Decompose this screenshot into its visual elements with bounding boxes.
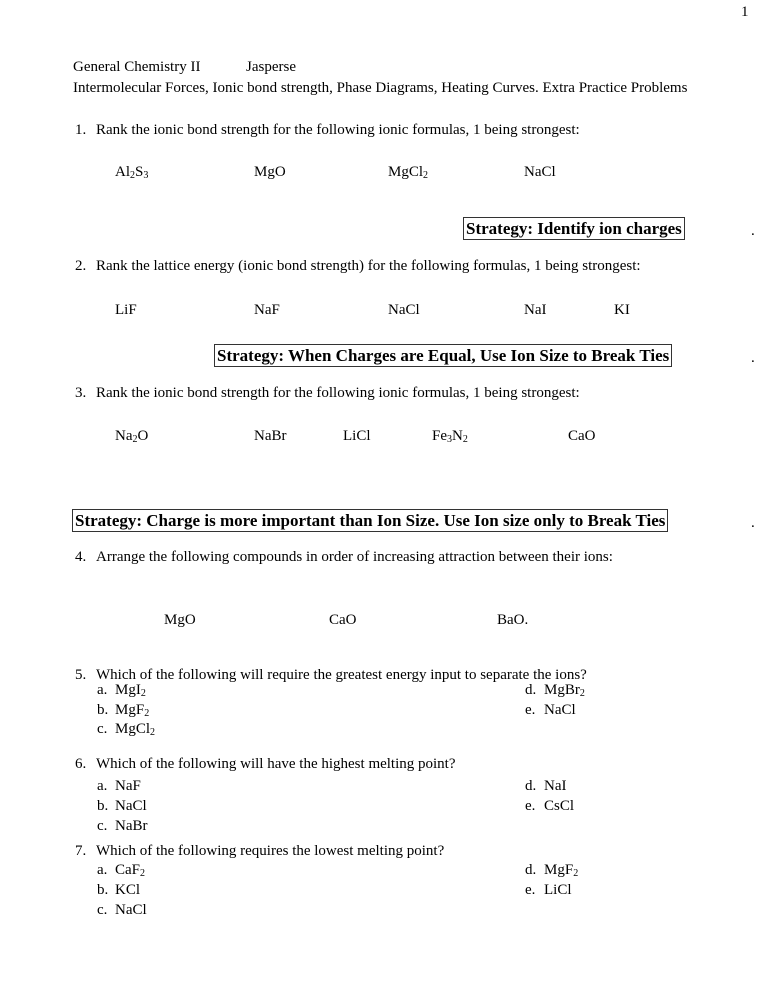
- strategy-box: Strategy: Identify ion charges: [463, 217, 685, 240]
- option-letter: e.: [525, 702, 536, 718]
- formula: NaBr: [254, 428, 287, 444]
- question-text: Rank the ionic bond strength for the following ionic formulas, 1 being strongest:: [96, 385, 580, 401]
- formula: $Na_2O$: [115, 428, 149, 445]
- formula: NaCl: [388, 302, 420, 318]
- formula: NaF: [254, 302, 280, 318]
- question-number: 2.: [75, 258, 87, 274]
- option-d: MgBr$_2$: [544, 682, 585, 699]
- question-number: 7.: [75, 843, 87, 859]
- option-letter: a.: [97, 778, 108, 794]
- option-d: MgF$_2$: [544, 862, 579, 879]
- strategy-box: Strategy: Charge is more important than Ion Size. Use Ion size only to Break Ties: [72, 509, 668, 532]
- formula: LiF: [115, 302, 137, 318]
- question-number: 6.: [75, 756, 87, 772]
- option-letter: d.: [525, 862, 537, 878]
- formula: NaCl: [524, 164, 556, 180]
- question-number: 1.: [75, 122, 87, 138]
- formula: MgO: [164, 612, 196, 628]
- option-a: CaF$_2$: [115, 862, 146, 879]
- question-text: Which of the following requires the lowest melting point?: [96, 843, 445, 859]
- formula: CaO: [329, 612, 357, 628]
- question-text: Rank the lattice energy (ionic bond strength) for the following formulas, 1 being strongest:: [96, 258, 641, 274]
- period: .: [751, 515, 755, 531]
- page-number: 1: [741, 4, 749, 20]
- option-b: KCl: [115, 882, 141, 898]
- option-letter: c.: [97, 721, 108, 737]
- option-letter: b.: [97, 702, 109, 718]
- question-number: 5.: [75, 667, 87, 683]
- question-number: 3.: [75, 385, 87, 401]
- author: Jasperse: [246, 59, 296, 75]
- formula: CaO: [568, 428, 596, 444]
- formula: LiCl: [343, 428, 371, 444]
- option-d: NaI: [544, 778, 567, 794]
- option-letter: b.: [97, 882, 109, 898]
- option-letter: c.: [97, 902, 108, 918]
- question-text: Rank the ionic bond strength for the following ionic formulas, 1 being strongest:: [96, 122, 580, 138]
- course-title: General Chemistry II: [73, 59, 201, 75]
- document-subtitle: Intermolecular Forces, Ionic bond strength, Phase Diagrams, Heating Curves. Extra Practice Problems: [73, 80, 688, 96]
- option-e: NaCl: [544, 702, 576, 718]
- option-e: LiCl: [544, 882, 572, 898]
- formula: KI: [614, 302, 630, 318]
- option-c: MgCl$_2$: [115, 721, 156, 738]
- option-letter: a.: [97, 682, 108, 698]
- option-e: CsCl: [544, 798, 575, 814]
- option-letter: d.: [525, 682, 537, 698]
- option-c: NaBr: [115, 818, 148, 834]
- formula: BaO.: [497, 612, 529, 628]
- option-b: MgF$_2$: [115, 702, 150, 719]
- formula: MgO: [254, 164, 286, 180]
- period: .: [751, 350, 755, 366]
- question-number: 4.: [75, 549, 87, 565]
- option-letter: b.: [97, 798, 109, 814]
- question-text: Arrange the following compounds in order of increasing attraction between their ions:: [96, 549, 613, 565]
- question-text: Which of the following will require the greatest energy input to separate the ions?: [96, 667, 587, 683]
- strategy-box: Strategy: When Charges are Equal, Use Ion Size to Break Ties: [214, 344, 672, 367]
- option-letter: d.: [525, 778, 537, 794]
- option-letter: e.: [525, 882, 536, 898]
- option-c: NaCl: [115, 902, 147, 918]
- formula: $Al_2S_3$: [115, 164, 149, 181]
- option-letter: a.: [97, 862, 108, 878]
- option-a: NaF: [115, 778, 141, 794]
- option-letter: c.: [97, 818, 108, 834]
- formula: NaI: [524, 302, 547, 318]
- option-a: MgI$_2$: [115, 682, 146, 699]
- question-text: Which of the following will have the highest melting point?: [96, 756, 456, 772]
- option-b: NaCl: [115, 798, 147, 814]
- option-letter: e.: [525, 798, 536, 814]
- period: .: [751, 223, 755, 239]
- formula: MgCl$_2$: [388, 164, 429, 181]
- formula: $Fe_3N_2$: [432, 428, 468, 445]
